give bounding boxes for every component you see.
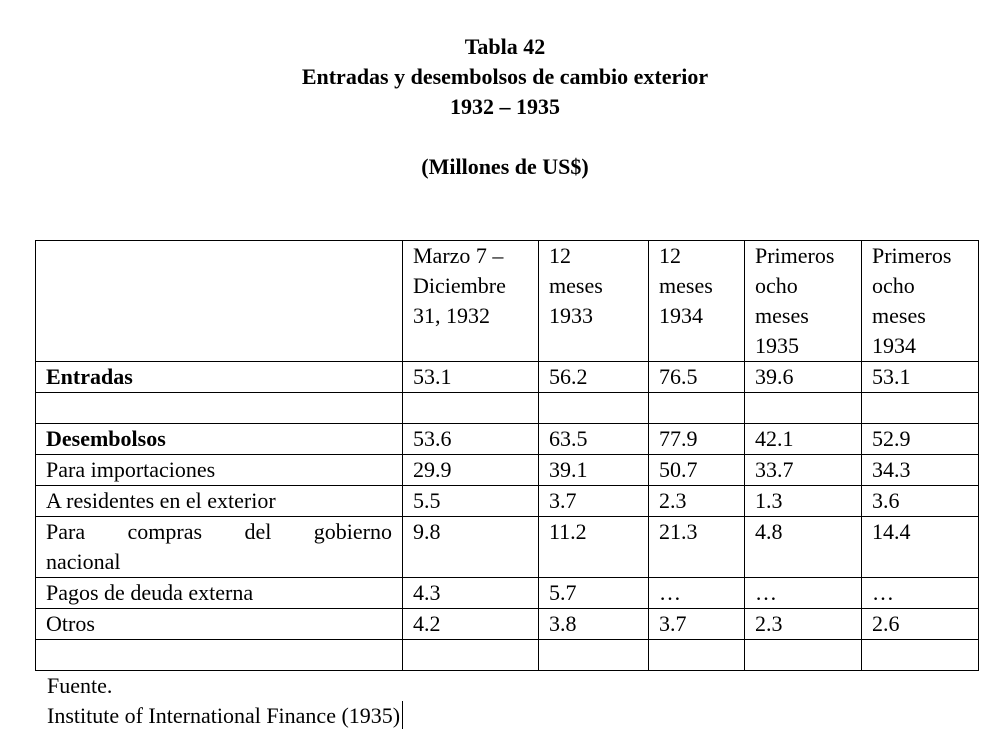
table-cell: 34.3 [862, 455, 979, 486]
table-cell: 33.7 [745, 455, 862, 486]
table-cell [862, 640, 979, 671]
table-cell: 53.1 [862, 362, 979, 393]
table-cell: 29.9 [403, 455, 539, 486]
table-cell: … [862, 578, 979, 609]
table-cell [745, 640, 862, 671]
row-label: Para importaciones [36, 455, 403, 486]
table-cell [403, 640, 539, 671]
table-row-deuda [36, 578, 979, 609]
table-row-desembolsos [36, 424, 979, 455]
table-cell [649, 393, 745, 424]
table-cell: 2.6 [862, 609, 979, 640]
table-subtitle: Entradas y desembolsos de cambio exterior [301, 64, 709, 89]
table-cell: 42.1 [745, 424, 862, 455]
table-row-residentes [36, 486, 979, 517]
row-label: Pagos de deuda externa [36, 578, 403, 609]
table-header-row [36, 241, 979, 362]
source-citation-text: Institute of International Finance (1935) [47, 703, 401, 728]
table-cell: 5.7 [539, 578, 649, 609]
table-cell [539, 640, 649, 671]
exchange-table [35, 240, 979, 671]
table-cell [862, 393, 979, 424]
table-cell: 63.5 [539, 424, 649, 455]
row-label: Desembolsos [36, 424, 403, 455]
table-cell: 11.2 [539, 517, 649, 578]
row-label: Entradas [36, 362, 403, 393]
table-cell: 4.2 [403, 609, 539, 640]
row-label: Otros [36, 609, 403, 640]
source-label: Fuente. [47, 673, 113, 698]
table-cell: 50.7 [649, 455, 745, 486]
header-cell-1933: 12 meses 1933 [539, 241, 649, 362]
table-row-gobierno [36, 517, 979, 578]
row-label-line-1: Para compras del gobierno [46, 519, 392, 544]
table-cell: 3.8 [539, 609, 649, 640]
table-cell: 3.6 [862, 486, 979, 517]
table-cell: 3.7 [539, 486, 649, 517]
row-label [36, 393, 403, 424]
table-cell: 4.8 [745, 517, 862, 578]
table-cell [745, 393, 862, 424]
table-title: Tabla 42 [464, 34, 546, 59]
table-cell: 5.5 [403, 486, 539, 517]
table-period: 1932 – 1935 [450, 94, 560, 119]
table-cell: 3.7 [649, 609, 745, 640]
row-label [36, 517, 403, 578]
header-cell-1935-8m: Primeros ocho meses 1935 [745, 241, 862, 362]
header-cell-empty [36, 241, 403, 362]
table-cell: 2.3 [745, 609, 862, 640]
table-cell: … [649, 578, 745, 609]
table-row-empty [36, 393, 979, 424]
table-cell: 9.8 [403, 517, 539, 578]
table-cell: 76.5 [649, 362, 745, 393]
table-cell: 14.4 [862, 517, 979, 578]
table-cell: 39.6 [745, 362, 862, 393]
table-row-entradas [36, 362, 979, 393]
table-row-otros [36, 609, 979, 640]
table-cell: 52.9 [862, 424, 979, 455]
table-units: (Millones de US$) [421, 154, 589, 179]
table-cell: 21.3 [649, 517, 745, 578]
table-cell [403, 393, 539, 424]
table-cell: 4.3 [403, 578, 539, 609]
table-cell [539, 393, 649, 424]
table-cell: 39.1 [539, 455, 649, 486]
table-cell: 77.9 [649, 424, 745, 455]
table-cell: … [745, 578, 862, 609]
row-label-line-2: nacional [46, 549, 121, 574]
text-cursor [402, 701, 403, 729]
table-cell: 53.6 [403, 424, 539, 455]
table-row-importaciones [36, 455, 979, 486]
table-cell: 53.1 [403, 362, 539, 393]
table-row-empty [36, 640, 979, 671]
table-cell: 1.3 [745, 486, 862, 517]
header-cell-1932: Marzo 7 – Diciembre 31, 1932 [403, 241, 539, 362]
header-cell-1934-8m: Primeros ocho meses 1934 [862, 241, 979, 362]
table-cell [649, 640, 745, 671]
source-citation[interactable] [47, 701, 403, 731]
header-cell-1934: 12 meses 1934 [649, 241, 745, 362]
table-cell: 2.3 [649, 486, 745, 517]
row-label [36, 640, 403, 671]
row-label: A residentes en el exterior [36, 486, 403, 517]
table-cell: 56.2 [539, 362, 649, 393]
